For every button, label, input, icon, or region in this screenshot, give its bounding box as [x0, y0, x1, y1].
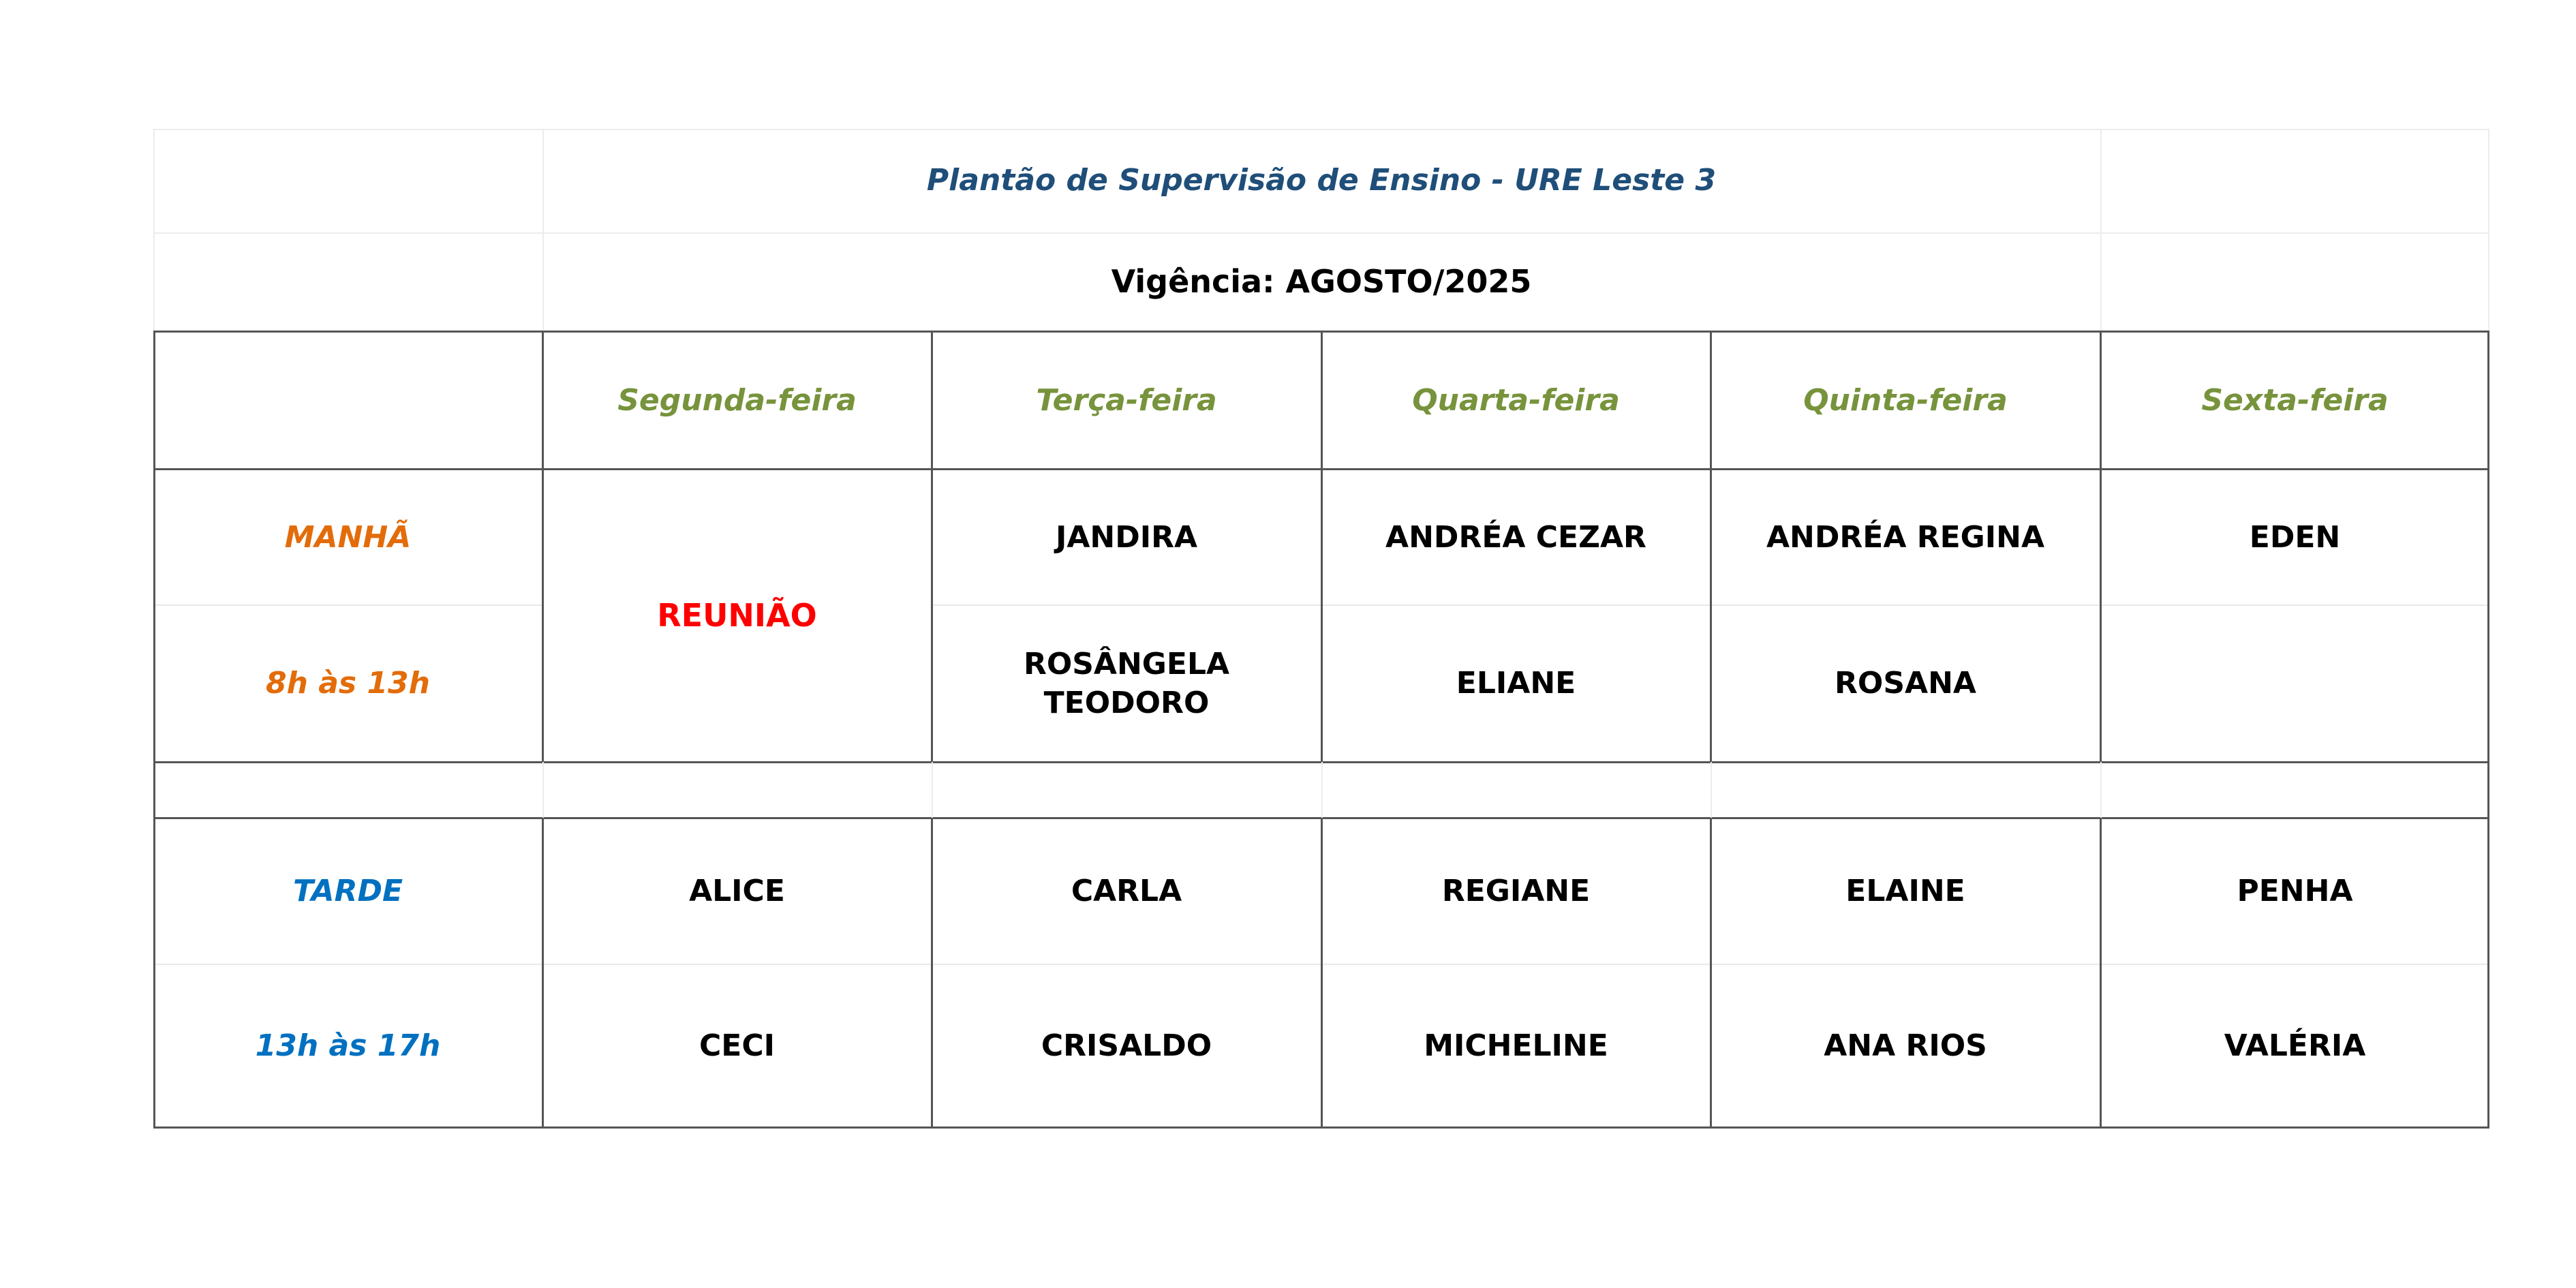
gridline [932, 762, 933, 818]
table-border [931, 331, 933, 762]
afternoon-friday-2: VALÉRIA [2224, 1028, 2366, 1063]
morning-thursday-1: ANDRÉA REGINA [1766, 519, 2044, 555]
afternoon-thursday-2: ANA RIOS [1824, 1028, 1987, 1063]
table-border [1321, 817, 1323, 1129]
gridline [153, 129, 155, 331]
table-border [1321, 331, 1323, 762]
morning-friday-1: EDEN [2249, 519, 2341, 555]
morning-friday-2 [2100, 605, 2489, 762]
table-border [542, 817, 544, 1129]
afternoon-friday-1: PENHA [2237, 873, 2353, 908]
morning-tuesday-1: JANDIRA [1055, 519, 1198, 555]
table-border [931, 817, 933, 1129]
gridline [1711, 762, 1712, 818]
day-header-thursday: Quinta-feira [1803, 382, 2008, 418]
day-header-tuesday: Terça-feira [1036, 382, 1217, 418]
table-border [153, 762, 155, 818]
morning-label: MANHÃ [284, 519, 412, 555]
afternoon-label: TARDE [292, 873, 403, 908]
morning-tuesday-2: ROSÂNGELA TEODORO [1023, 646, 1230, 720]
afternoon-tuesday-1: CARLA [1071, 873, 1182, 908]
table-border [2487, 817, 2489, 1129]
table-border [2487, 762, 2489, 818]
afternoon-wednesday-1: REGIANE [1441, 873, 1591, 908]
afternoon-monday-1: ALICE [689, 873, 785, 908]
afternoon-thursday-1: ELAINE [1845, 873, 1965, 908]
morning-thursday-2: ROSANA [1835, 666, 1976, 701]
table-border [153, 331, 155, 762]
afternoon-wednesday-2: MICHELINE [1424, 1028, 1608, 1063]
gridline [2100, 762, 2102, 818]
validity-label: Vigência: AGOSTO/2025 [1111, 262, 1532, 300]
gridline [2100, 129, 2102, 331]
gridline [1321, 762, 1323, 818]
morning-wednesday-2: ELIANE [1456, 666, 1576, 701]
afternoon-hours: 13h às 17h [255, 1028, 441, 1063]
morning-wednesday-1: ANDRÉA CEZAR [1385, 519, 1646, 555]
table-border [2100, 331, 2102, 762]
table-border [1710, 331, 1712, 762]
page-title: Plantão de Supervisão de Ensino - URE Leste 3 [926, 163, 1717, 198]
day-header-monday: Segunda-feira [617, 382, 857, 418]
gridline [542, 762, 544, 818]
day-header-friday: Sexta-feira [2201, 382, 2389, 418]
table-border [1710, 817, 1712, 1129]
morning-hours: 8h às 13h [265, 666, 430, 701]
gridline [153, 604, 542, 606]
table-border [542, 331, 544, 762]
day-header-wednesday: Quarta-feira [1412, 382, 1620, 418]
afternoon-monday-2: CECI [699, 1028, 775, 1063]
table-border [2100, 817, 2102, 1129]
table-border [153, 817, 155, 1129]
table-border [2487, 331, 2489, 762]
meeting-cell: REUNIÃO [657, 596, 817, 634]
gridline [2488, 129, 2489, 331]
afternoon-tuesday-2: CRISALDO [1041, 1028, 1212, 1063]
